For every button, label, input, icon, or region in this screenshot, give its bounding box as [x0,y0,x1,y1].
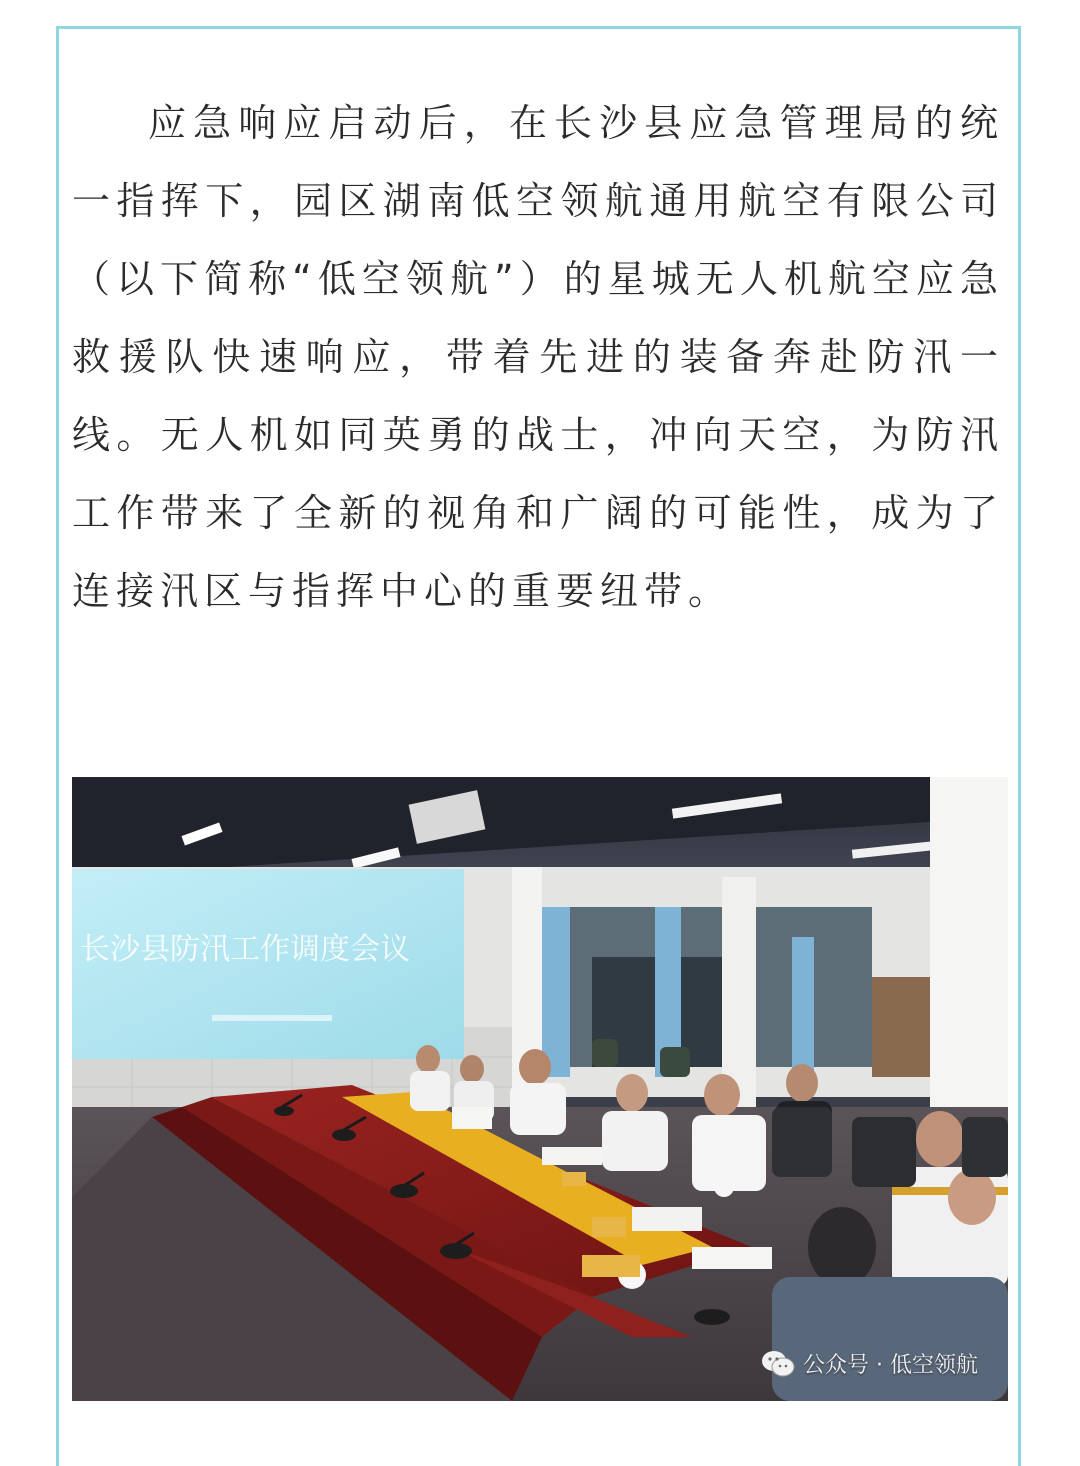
screen-title: 长沙县防汛工作调度会议 [80,932,410,967]
watermark-text: 公众号 · 低空领航 [803,1353,978,1378]
meeting-scene [72,777,1008,1401]
wechat-icon [761,1350,795,1378]
meeting-photo [72,777,1008,1401]
photo-watermark [761,1348,978,1379]
article-paragraph: 应急响应启动后，在长沙县应急管理局的统一指挥下，园区湖南低空领航通用航空有限公司（以下简称“低空领航”）的星城无人机航空应急救援队快速响应，带着先进的装备奔赴防汛一线。无人机如同英勇的战士，冲向天空，为防汛工作带来了全新的视角和广阔的可能性，成为了连接汛区与指挥中心的重要纽带。 [72,101,1004,613]
